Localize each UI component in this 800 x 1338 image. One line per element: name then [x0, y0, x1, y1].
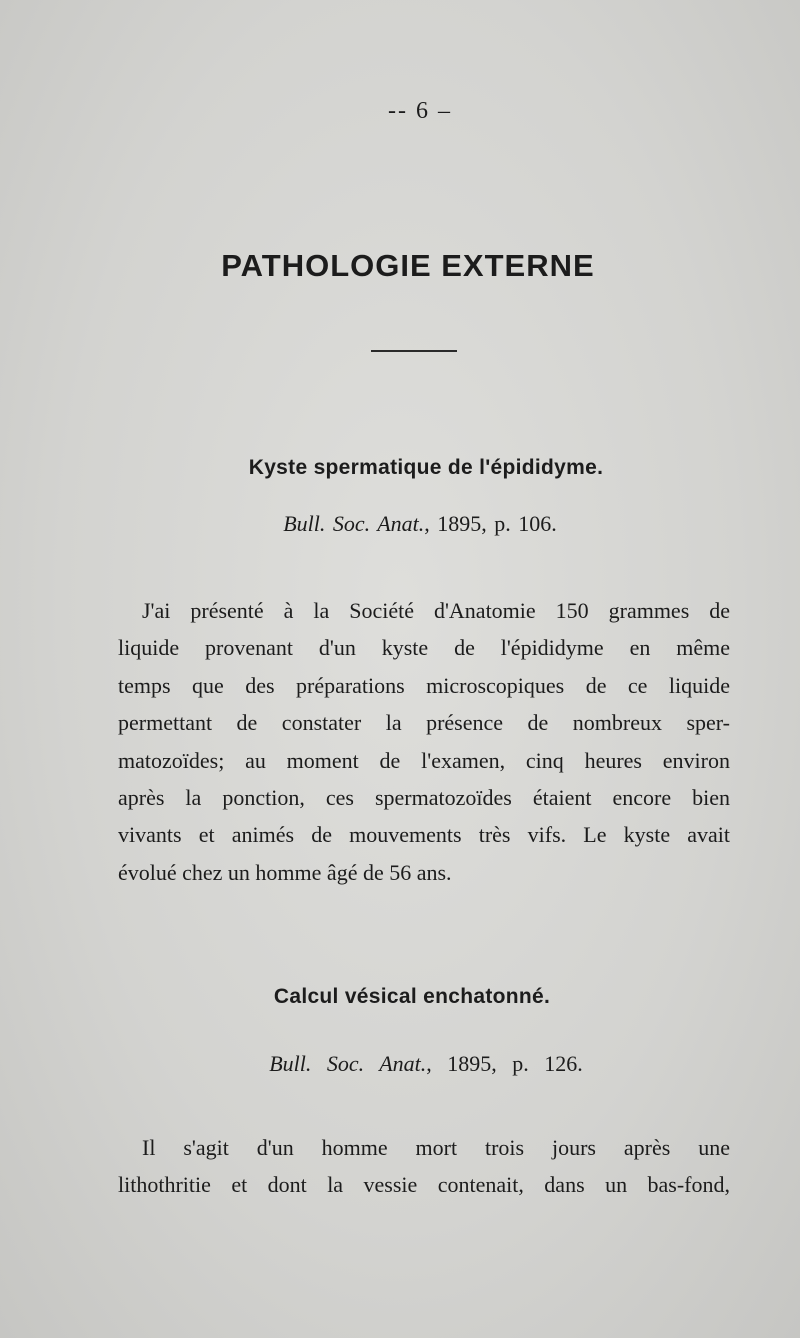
article-reference	[0, 1051, 800, 1077]
article-reference	[0, 511, 800, 537]
body-line: J'ai présenté à la Société d'Anatomie 150 grammes de	[142, 598, 730, 623]
article-title: Calcul vésical enchatonné.	[273, 985, 551, 1008]
body-line: évolué chez un homme âgé de 56 ans.	[118, 859, 452, 885]
reference-journal: Bull. Soc. Anat.	[269, 1051, 427, 1076]
section-divider	[371, 350, 457, 352]
body-line: liquide provenant d'un kyste de l'épididyme en même	[118, 635, 730, 661]
article-body	[118, 592, 730, 891]
article-title: Kyste spermatique de l'épididyme.	[248, 456, 604, 479]
article-body	[118, 1129, 730, 1204]
body-line: après la ponction, ces spermatozoïdes étaient encore bien	[118, 785, 730, 811]
body-line: Il s'agit d'un homme mort trois jours après une	[142, 1135, 730, 1160]
page-number: -- 6 –	[388, 98, 452, 124]
body-line: vivants et animés de mouvements très vifs. Le kyste avait	[118, 822, 730, 848]
body-line: lithothritie et dont la vessie contenait, dans un bas-fond,	[118, 1172, 730, 1198]
body-line: permettant de constater la présence de nombreux sper-	[118, 710, 730, 736]
section-title: PATHOLOGIE EXTERNE	[221, 248, 595, 283]
body-line: temps que des préparations microscopiques de ce liquide	[118, 672, 730, 698]
body-line: matozoïdes; au moment de l'examen, cinq heures environ	[118, 747, 730, 773]
reference-details: , 1895, p. 106.	[424, 511, 557, 536]
reference-details: , 1895, p. 126.	[426, 1051, 583, 1076]
reference-journal: Bull. Soc. Anat.	[283, 511, 425, 536]
